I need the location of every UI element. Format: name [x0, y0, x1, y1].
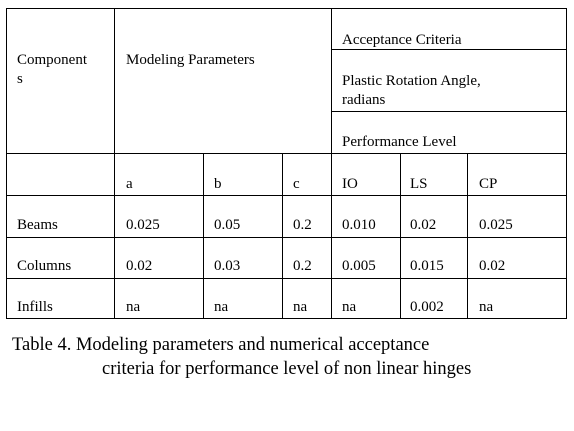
table-divider — [6, 237, 567, 238]
table-cell: na — [126, 299, 141, 315]
table-cell: 0.2 — [293, 258, 312, 274]
subheader-a: a — [126, 176, 133, 192]
table-cell: na — [293, 299, 308, 315]
table-divider — [6, 153, 567, 154]
table-cell: 0.2 — [293, 217, 312, 233]
subheader-ls: LS — [410, 176, 428, 192]
header-acceptance-criteria: Acceptance Criteria — [342, 32, 462, 48]
table-cell: 0.02 — [410, 217, 437, 233]
table-cell: 0.010 — [342, 217, 376, 233]
header-component: Component s — [17, 52, 87, 87]
table-divider — [203, 153, 204, 319]
table-divider — [114, 8, 115, 319]
table-border-right — [566, 8, 567, 319]
table-divider — [282, 153, 283, 319]
table-divider — [6, 278, 567, 279]
table-cell: 0.025 — [126, 217, 160, 233]
subheader-b: b — [214, 176, 222, 192]
table-divider — [331, 8, 332, 319]
header-performance-level: Performance Level — [342, 134, 457, 150]
table-cell: na — [479, 299, 494, 315]
caption-line-1: Table 4. Modeling parameters and numerical acceptance — [12, 335, 430, 355]
caption-line-2: criteria for performance level of non linear hinges — [102, 359, 472, 379]
table-cell: 0.025 — [479, 217, 513, 233]
table-border-bottom — [6, 318, 567, 319]
table-divider — [467, 153, 468, 319]
table-cell: 0.02 — [126, 258, 153, 274]
subheader-io: IO — [342, 176, 358, 192]
table-cell: 0.05 — [214, 217, 241, 233]
row-label-columns: Columns — [17, 258, 72, 274]
row-label-infills: Infills — [17, 299, 53, 315]
table-divider — [331, 111, 567, 112]
table-cell: na — [342, 299, 357, 315]
table-cell: 0.03 — [214, 258, 241, 274]
row-label-beams: Beams — [17, 217, 58, 233]
header-plastic-rotation: Plastic Rotation Angle, radians — [342, 73, 481, 108]
table-divider — [6, 195, 567, 196]
table-cell: 0.02 — [479, 258, 506, 274]
subheader-cp: CP — [479, 176, 498, 192]
subheader-c: c — [293, 176, 300, 192]
table-cell: 0.015 — [410, 258, 444, 274]
table-border-top — [6, 8, 567, 9]
table-border-left — [6, 8, 7, 319]
table-caption — [12, 333, 568, 381]
table-divider — [400, 153, 401, 319]
table-cell: 0.005 — [342, 258, 376, 274]
header-modeling-parameters: Modeling Parameters — [126, 52, 255, 68]
table-cell: 0.002 — [410, 299, 444, 315]
table-cell: na — [214, 299, 229, 315]
